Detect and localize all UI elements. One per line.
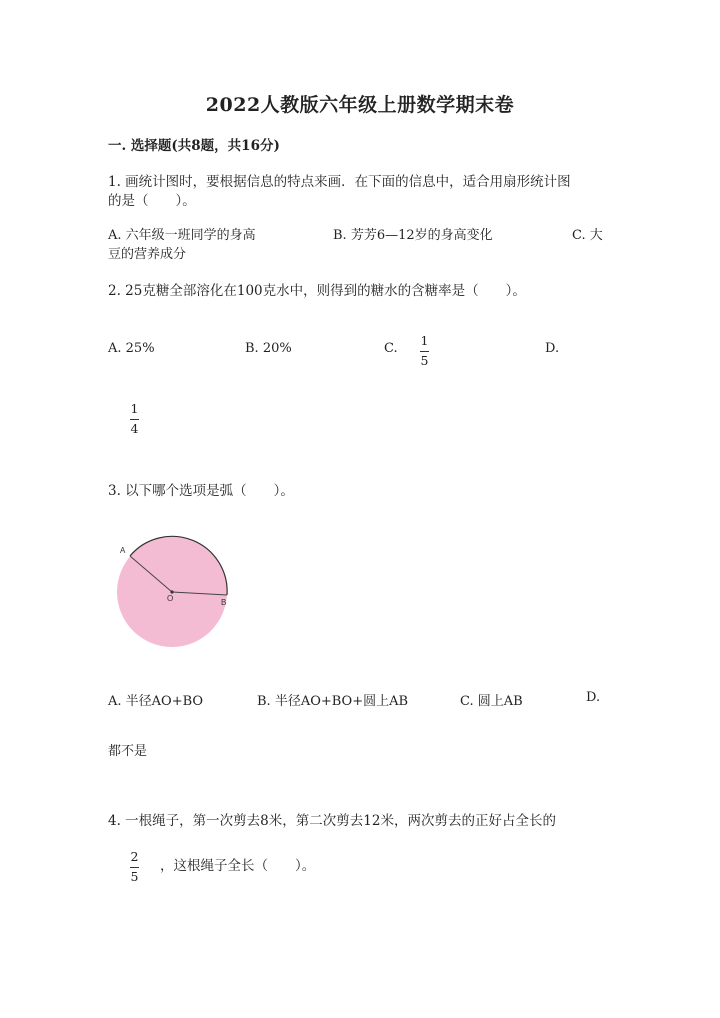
question-1-line-2: 的是（ ）。 bbox=[108, 193, 196, 209]
question-3-option-d-cont: 都不是 bbox=[108, 744, 148, 759]
question-2-option-c: C. bbox=[384, 341, 398, 356]
question-2-option-b: B. 20% bbox=[245, 341, 292, 356]
question-2-option-d-fraction bbox=[130, 403, 139, 435]
question-3-option-a: A. 半径AO+BO bbox=[108, 694, 204, 709]
fraction-bar bbox=[130, 867, 139, 868]
question-3-option-b: B. 半径AO+BO+圆上AB bbox=[257, 694, 409, 709]
question-3-option-d: D. bbox=[586, 690, 601, 705]
page-title: 2022人教版六年级上册数学期末卷 bbox=[205, 94, 515, 116]
label-o: O bbox=[167, 594, 174, 603]
fraction-numerator: 1 bbox=[420, 333, 429, 348]
question-1-option-c: C. 大 bbox=[572, 228, 603, 243]
question-1-option-a: A. 六年级一班同学的身高 bbox=[108, 228, 256, 243]
question-2-option-d: D. bbox=[545, 341, 560, 356]
fraction-bar bbox=[420, 351, 429, 352]
section-heading: 一. 选择题(共8题，共16分) bbox=[108, 138, 280, 154]
question-1-line-1: 1. 画统计图时，要根据信息的特点来画．在下面的信息中，适合用扇形统计图 bbox=[108, 174, 571, 190]
question-2-option-a: A. 25% bbox=[108, 341, 155, 356]
question-3-option-c: C. 圆上AB bbox=[460, 694, 523, 709]
question-4-fraction bbox=[130, 851, 139, 883]
fraction-denominator: 5 bbox=[420, 352, 429, 368]
fraction-numerator: 1 bbox=[130, 401, 139, 416]
fraction-denominator: 4 bbox=[130, 420, 139, 436]
question-1-option-b: B. 芳芳6—12岁的身高变化 bbox=[333, 228, 493, 243]
question-4-line-2: ，这根绳子全长（ ）。 bbox=[160, 858, 316, 874]
label-b: B bbox=[221, 598, 227, 607]
question-4-line-1: 4. 一根绳子，第一次剪去8米，第二次剪去12米，两次剪去的正好占全长的 bbox=[108, 813, 556, 829]
label-a: A bbox=[120, 546, 126, 555]
fraction-numerator: 2 bbox=[130, 849, 139, 864]
question-1-option-c-cont: 豆的营养成分 bbox=[108, 247, 187, 262]
question-2-text: 2. 25克糖全部溶化在100克水中，则得到的糖水的含糖率是（ ）。 bbox=[108, 283, 526, 299]
fraction-denominator: 5 bbox=[130, 868, 139, 884]
question-3-text: 3. 以下哪个选项是弧（ ）。 bbox=[108, 483, 294, 499]
circle-diagram bbox=[110, 535, 250, 655]
question-2-option-c-fraction bbox=[420, 335, 429, 367]
fraction-bar bbox=[130, 419, 139, 420]
